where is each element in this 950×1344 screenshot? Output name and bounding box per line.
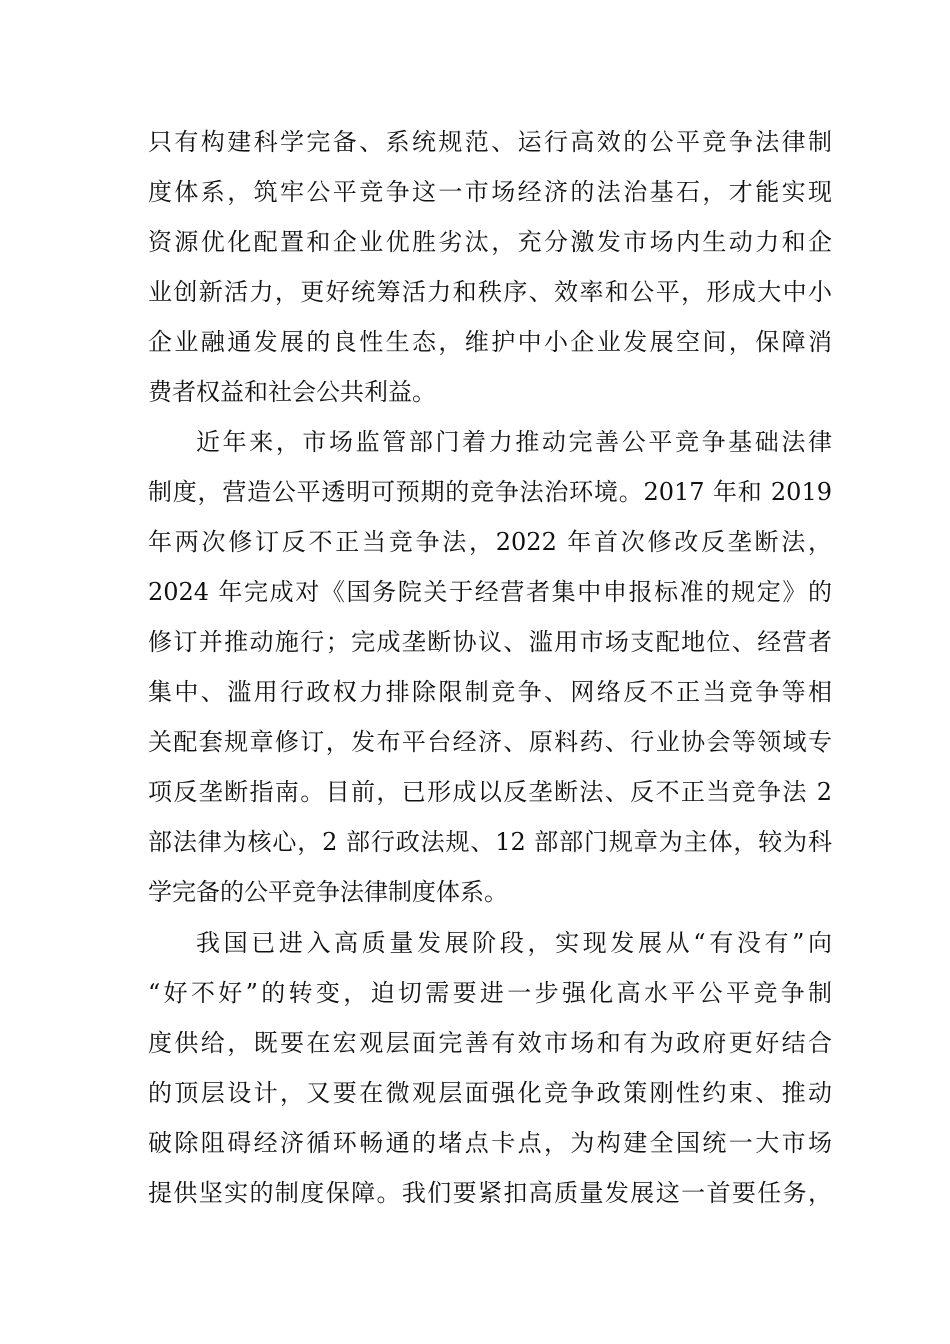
text-line: 资源优化配置和企业优胜劣汰，充分激发市场内生动力和企 bbox=[148, 228, 832, 256]
text-line: 提供坚实的制度保障。我们要紧扣高质量发展这一首要任务， bbox=[148, 1179, 832, 1207]
text-line: 修订并推动施行；完成垄断协议、滥用市场支配地位、经营者 bbox=[148, 628, 832, 656]
text-line: 2024 年完成对《国务院关于经营者集中申报标准的规定》的 bbox=[148, 578, 832, 606]
text-line: 破除阻碍经济循环畅通的堵点卡点，为构建全国统一大市场 bbox=[148, 1129, 832, 1157]
text-line: 集中、滥用行政权力排除限制竞争、网络反不正当竞争等相 bbox=[148, 678, 832, 706]
text-line: 年两次修订反不正当竞争法，2022 年首次修改反垄断法， bbox=[148, 528, 832, 556]
text-line: 只有构建科学完备、系统规范、运行高效的公平竞争法律制 bbox=[148, 128, 832, 156]
text-line: 费者权益和社会公共利益。 bbox=[148, 378, 436, 406]
text-line: 学完备的公平竞争法律制度体系。 bbox=[148, 878, 508, 906]
text-line: 近年来，市场监管部门着力推动完善公平竞争基础法律 bbox=[196, 428, 832, 456]
text-line: 制度，营造公平透明可预期的竞争法治环境。2017 年和 2019 bbox=[148, 478, 832, 506]
text-line: 的顶层设计，又要在微观层面强化竞争政策刚性约束、推动 bbox=[148, 1079, 832, 1107]
text-line: 部法律为核心，2 部行政法规、12 部部门规章为主体，较为科 bbox=[148, 828, 832, 856]
text-line: 业创新活力，更好统筹活力和秩序、效率和公平，形成大中小 bbox=[148, 278, 832, 306]
text-line: 关配套规章修订，发布平台经济、原料药、行业协会等领域专 bbox=[148, 728, 832, 756]
text-line: 企业融通发展的良性生态，维护中小企业发展空间，保障消 bbox=[148, 328, 832, 356]
text-line: 度供给，既要在宏观层面完善有效市场和有为政府更好结合 bbox=[148, 1029, 832, 1057]
text-line: 我国已进入高质量发展阶段，实现发展从“有没有”向 bbox=[196, 929, 832, 957]
text-line: 项反垄断指南。目前，已形成以反垄断法、反不正当竞争法 2 bbox=[148, 778, 832, 806]
text-line: “好不好”的转变，迫切需要进一步强化高水平公平竞争制 bbox=[148, 979, 832, 1007]
text-line: 度体系，筑牢公平竞争这一市场经济的法治基石，才能实现 bbox=[148, 178, 832, 206]
